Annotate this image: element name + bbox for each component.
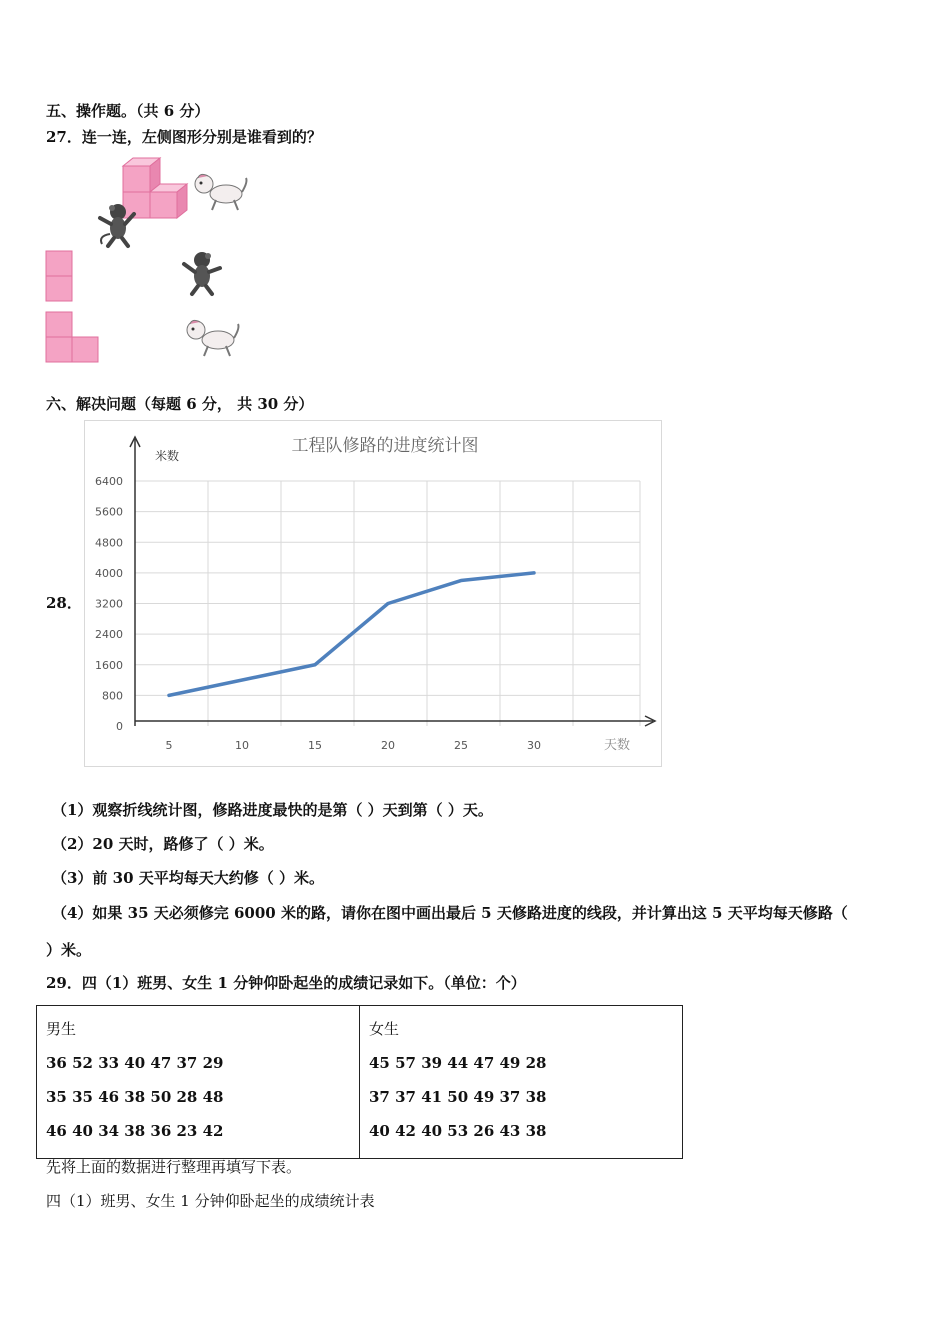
question-28-number: 28．	[46, 594, 82, 612]
boys-row: 46 40 34 38 36 23 42	[46, 1122, 224, 1140]
data-point	[314, 663, 317, 666]
y-tick-label: 0	[116, 720, 123, 733]
boys-row: 36 52 33 40 47 37 29	[46, 1054, 224, 1072]
q29-instruction: 先将上面的数据进行整理再填写下表。	[46, 1158, 302, 1176]
q28-part-4: （4）如果 35 天必须修完 6000 米的路，请你在图中画出最后 5 天修路进度的线段，并计算出这 5 天平均每天修路（	[52, 904, 848, 922]
cube-stack-figure	[123, 158, 187, 218]
q28-part-1: （1）观察折线统计图，修路进度最快的是第（ ）天到第（ ）天。	[52, 801, 493, 819]
y-tick-label: 4800	[95, 536, 123, 550]
data-point	[168, 694, 171, 697]
q29-table-caption: 四（1）班男、女生 1 分钟仰卧起坐的成绩统计表	[46, 1192, 375, 1210]
boys-header: 男生	[46, 1020, 77, 1038]
progress-line-chart	[85, 421, 661, 766]
boys-row: 35 35 46 38 50 28 48	[46, 1088, 224, 1106]
girls-header: 女生	[369, 1020, 400, 1038]
section5-heading: 五、操作题。（共 6 分）	[46, 102, 210, 120]
x-tick-label: 5	[165, 739, 173, 752]
y-tick-label: 3200	[95, 597, 123, 611]
q28-part-2: （2）20 天时，路修了（ ）米。	[52, 835, 274, 853]
q28-part-3: （3）前 30 天平均每天大约修（ ）米。	[52, 869, 324, 887]
y-tick-label: 6400	[95, 475, 123, 488]
data-point	[460, 579, 463, 582]
situp-records-table	[36, 1005, 683, 1159]
question-27: 27．连一连，左侧图形分别是谁看到的？	[46, 128, 322, 146]
x-tick-label: 25	[454, 739, 468, 752]
dog-icon	[195, 174, 247, 210]
chart-title: 工程队修路的进度统计图	[291, 436, 479, 456]
x-tick-label: 10	[235, 739, 249, 752]
girls-cell	[360, 1006, 683, 1159]
dog-icon	[187, 320, 239, 356]
x-tick-label: 20	[381, 739, 395, 752]
data-point	[533, 571, 536, 574]
y-tick-label: 2400	[95, 628, 123, 642]
q28-part-4-cont: ）米。	[46, 941, 92, 959]
x-tick-label: 15	[308, 739, 322, 752]
x-tick-label: 30	[527, 739, 541, 752]
q27-illustration	[40, 150, 270, 370]
y-tick-label: 800	[102, 689, 123, 703]
y-axis-label: 米数	[155, 449, 180, 463]
girls-row: 45 57 39 44 47 49 28	[369, 1054, 547, 1072]
section6-heading: 六、解决问题（每题 6 分， 共 30 分）	[46, 395, 314, 413]
y-tick-label: 1600	[95, 658, 123, 672]
y-tick-label: 5600	[95, 505, 123, 519]
girls-row: 40 42 40 53 26 43 38	[369, 1122, 547, 1140]
front-view-shape	[46, 251, 72, 301]
question-29-title: 29．四（1）班男、女生 1 分钟仰卧起坐的成绩记录如下。（单位：个）	[46, 974, 526, 992]
chart-frame	[84, 420, 662, 767]
y-tick-label: 4000	[95, 566, 123, 580]
monkey-icon	[184, 252, 220, 294]
boys-cell	[37, 1006, 360, 1159]
x-axis-label: 天数	[604, 738, 631, 753]
girls-row: 37 37 41 50 49 37 38	[369, 1088, 547, 1106]
data-point	[387, 602, 390, 605]
side-view-shape	[46, 312, 98, 362]
